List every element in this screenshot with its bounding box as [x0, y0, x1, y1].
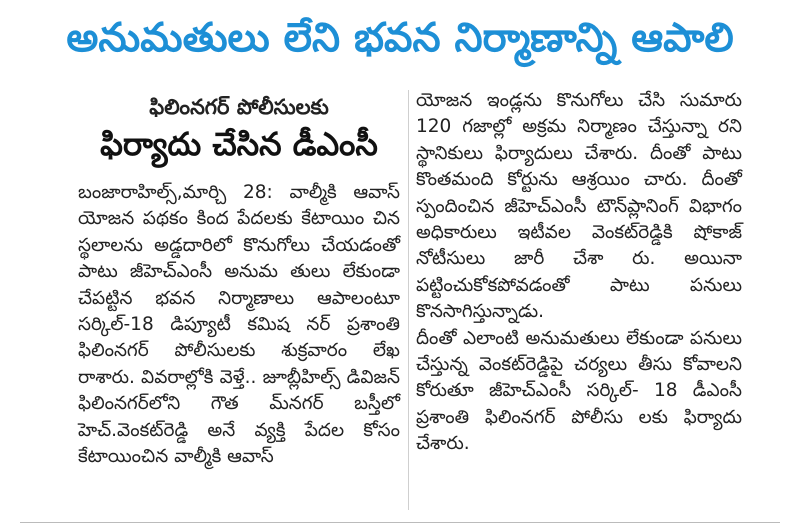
left-paragraph: బంజారాహిల్స్,మార్చి 28: వాల్మీకి ఆవాస్ యోజన పథకం కింద పేదలకు కేటాయిం చిన స్థలాలను అడ్డదారిలో కొనుగోలు చేయడంతో పాటు జీహెచ్ఎంసీ అనుమ తులు లేకుండా చేపట్టిన భవన నిర్మాణాలు ఆపాలంటూ సర్కిల్-18 డిప్యూటీ కమిష నర్ ప్రశాంతి ఫిలింనగర్ పోలీసులకు శుక్రవారం లేఖ రాశారు. వివరాల్లోకి వెళ్తే.. జూబ్లీహిల్స్ డివిజన్ ఫిలింనగర్‌లోని గౌత మ్‌నగర్ బస్తీలో హెచ్.వెంకట్‌రెడ్డి అనే వ్యక్తి పేదల కోసం కేటాయించిన వాల్మీకి ఆవాస్ — [78, 182, 400, 468]
left-column — [78, 180, 400, 470]
column-divider — [408, 90, 409, 510]
right-paragraph: యోజన ఇండ్లను కొనుగోలు చేసి సుమారు 120 గజాల్లో అక్రమ నిర్మాణం చేస్తున్నా రని స్థానికులు ఫిర్యాదులు చేశారు. దీంతో పాటు కొంతమంది కోర్టును ఆశ్రయిం చారు. దీంతో స్పందించిన జీహెచ్ఎంసీ టౌన్‌ప్లానింగ్ విభాగం అధికారులు ఇటీవల వెంకట్‌రెడ్డికి షోకాజ్ నోటీసులు జారీ చేశా రు. అయినా పట్టించుకోకపోవడంతో పాటు పనులు కొనసాగిస్తున్నాడు. — [416, 90, 742, 323]
kicker: ఫిలింనగర్ పోలీసులకు — [149, 95, 329, 119]
headline: అనుమతులు లేని భవన నిర్మాణాన్ని ఆపాలి — [66, 15, 734, 61]
subhead: ఫిర్యాదు చేసిన డీఎంసీ — [100, 125, 378, 163]
bottom-rule — [20, 522, 780, 523]
right-column — [416, 88, 742, 458]
right-paragraph: దీంతో ఎలాంటి అనుమతులు లేకుండా పనులు చేస్తున్న వెంకట్‌రెడ్డిపై చర్యలు తీసు కోవాలని కోరుతూ జీహెచ్ఎంసీ సర్కిల్- 18 డీఎంసీ ప్రశాంతి ఫిలింనగర్ పోలీసు లకు ఫిర్యాదు చేశారు. — [416, 327, 742, 455]
